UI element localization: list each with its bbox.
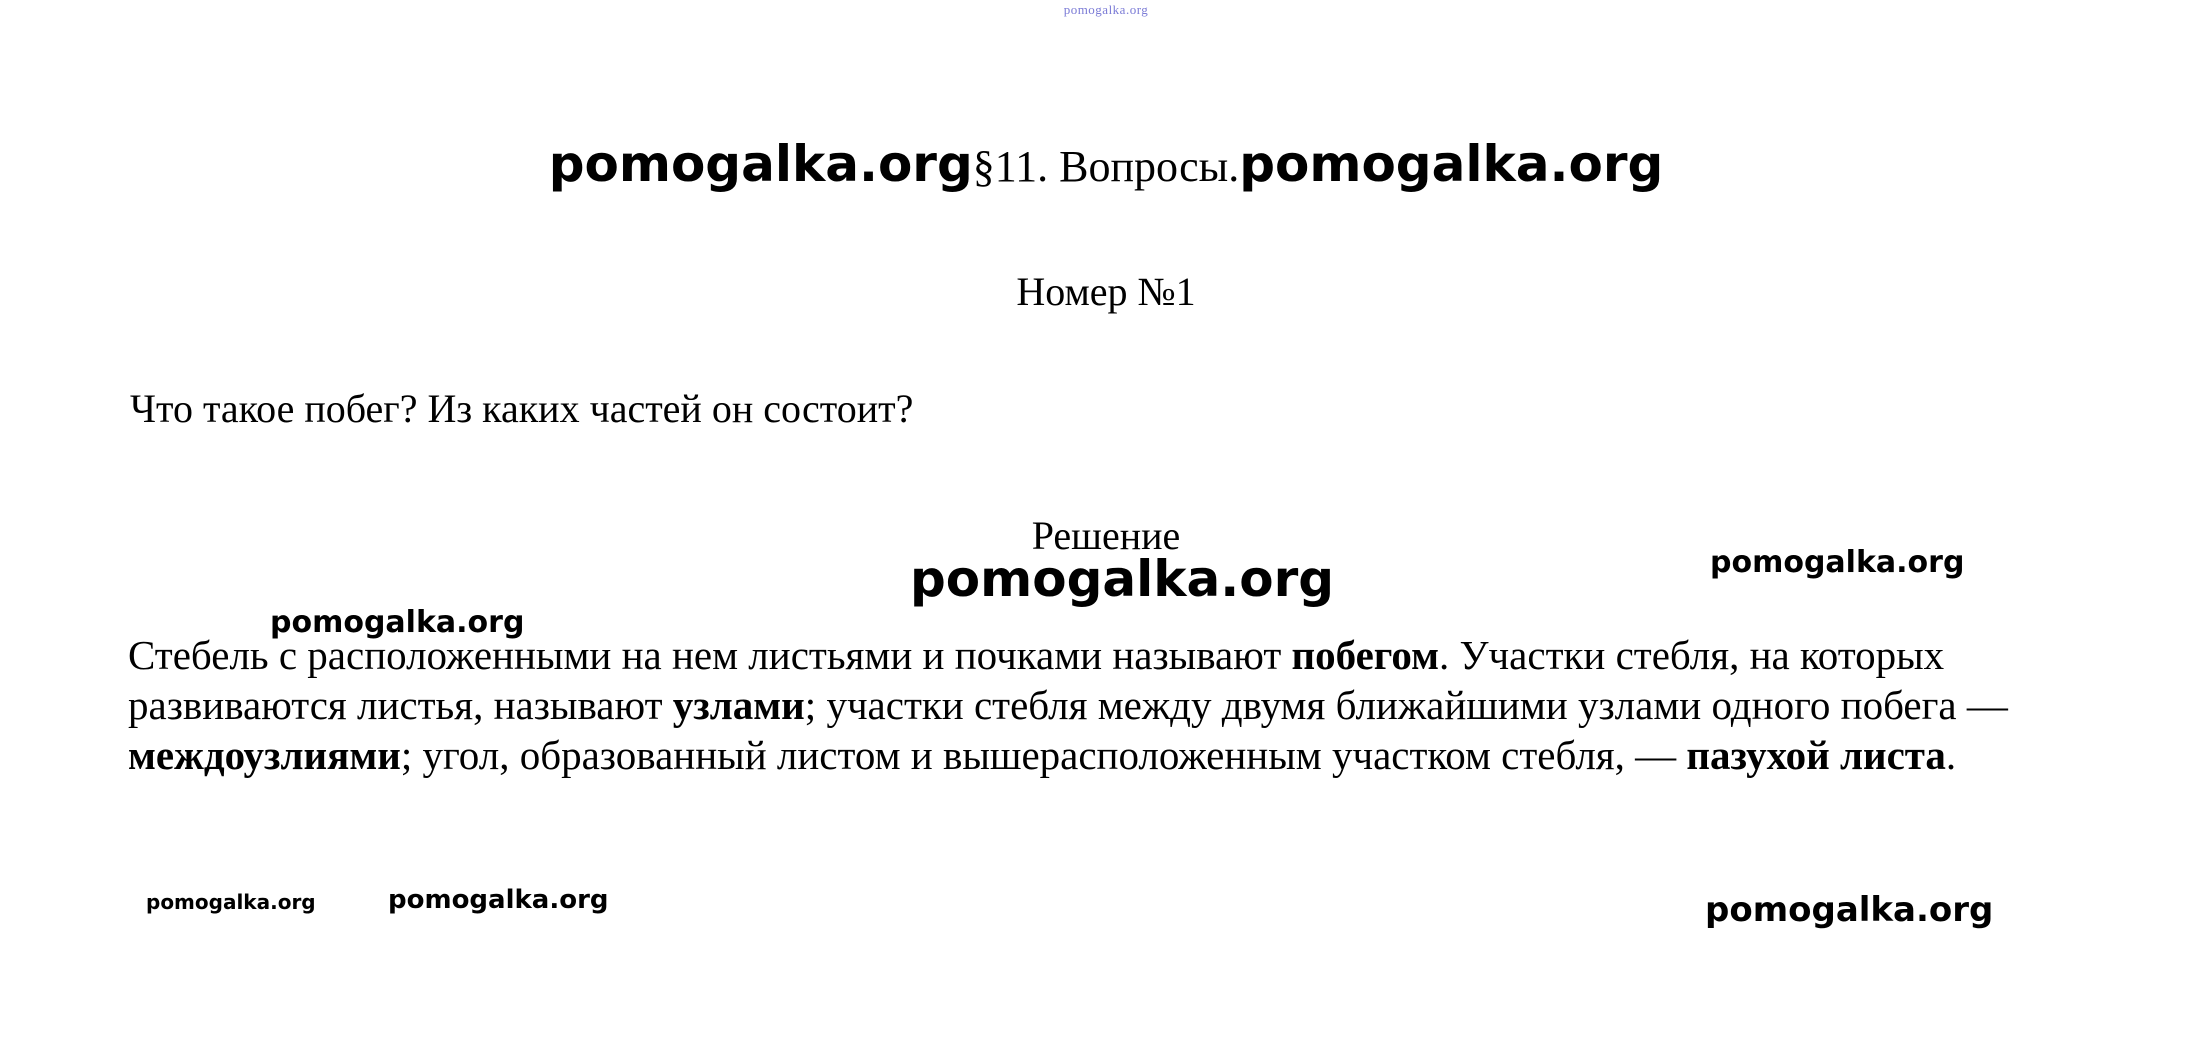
watermark-bottom-left: pomogalka.org	[388, 885, 609, 915]
watermark-center: pomogalka.org	[910, 550, 1335, 608]
watermark-right-upper: pomogalka.org	[1710, 545, 1965, 580]
answer-fragment: ; угол, образованный листом и вышерасположенным участком стебля, —	[400, 732, 1687, 779]
answer-term: междоузлиями	[128, 732, 401, 779]
answer-term: узлами	[672, 682, 805, 729]
answer-fragment: . Участки стебля, на которых развиваются листья, называют	[128, 632, 1945, 729]
answer-fragment: ; участки стебля между двумя ближайшими узлами одного побега —	[804, 682, 2008, 729]
exercise-number: Номер №1	[1016, 269, 1196, 314]
watermark-top: pomogalka.org	[1063, 2, 1149, 17]
question-text: Что такое побег? Из каких частей он состоит?	[130, 386, 914, 431]
watermark-bottom-right: pomogalka.org	[1705, 890, 1994, 930]
watermark-bottom-left-small: pomogalka.org	[146, 890, 316, 914]
watermark-title-right: pomogalka.org	[1239, 135, 1664, 193]
page-title	[0, 135, 2212, 193]
answer-term: пазухой листа	[1686, 732, 1946, 779]
answer-fragment: Стебель с расположенными на нем листьями и почками называют	[128, 632, 1292, 678]
answer-fragment: .	[1945, 732, 1957, 779]
answer-text	[128, 630, 2083, 780]
solution-heading: Решение	[1031, 513, 1181, 558]
answer-term: побегом	[1291, 632, 1440, 678]
watermark-left-upper: pomogalka.org	[270, 605, 525, 640]
watermark-title-left: pomogalka.org	[548, 135, 973, 193]
page-title-text: §11. Вопросы.	[972, 142, 1240, 191]
